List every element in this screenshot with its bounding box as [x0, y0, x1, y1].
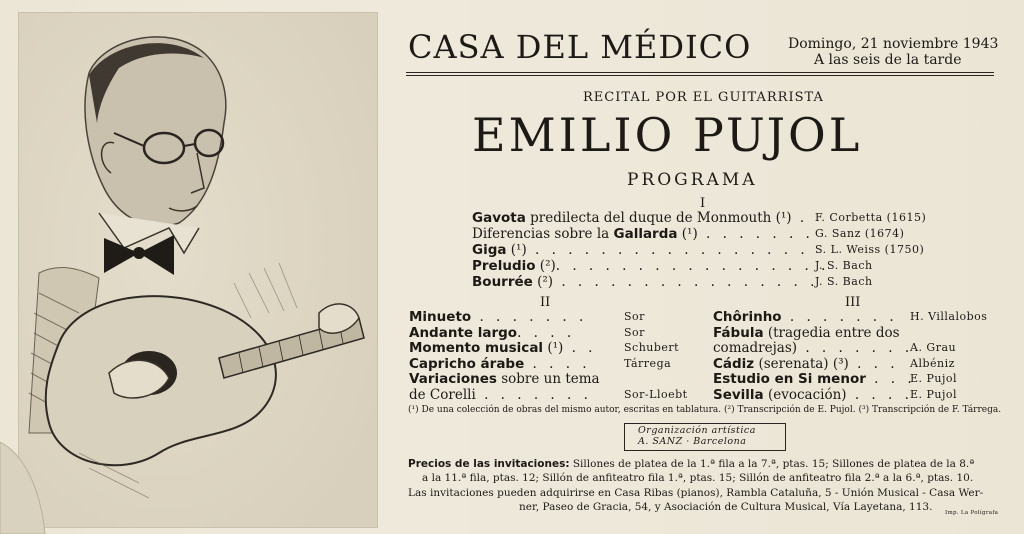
item-composer: S. L. Weiss (1750) — [815, 243, 925, 256]
item-dots: . . . . . . . . . . . . . . . . . — [555, 258, 830, 274]
item-bold: Variaciones — [409, 371, 497, 387]
item-bold: Capricho árabe — [409, 355, 525, 372]
item-bold: Minueto — [409, 309, 472, 325]
programme-item — [713, 309, 898, 325]
item-dots: . . . . . . . . . . . . . . . . — [553, 274, 819, 290]
item-composer: Tárrega — [624, 356, 672, 370]
prices-line-3: Las invitaciones pueden adquirirse en Casa Ribas (pianos), Rambla Cataluña, 5 - Unión Musical - Casa Wer- — [408, 487, 984, 499]
item-dots: . . . . — [524, 355, 591, 372]
part1-numeral: I — [700, 196, 706, 211]
programme-item — [409, 387, 592, 403]
item-rest: (¹) — [677, 226, 698, 242]
item-bold: Preludio — [472, 258, 536, 274]
item-composer: Albéniz — [910, 356, 955, 370]
item-pre: de Corelli — [409, 386, 476, 403]
programme-item — [472, 226, 814, 242]
item-dots: . . . . . . . — [697, 226, 814, 242]
programme-item — [713, 387, 913, 403]
printer-imprint: Imp. La Polígrafa — [945, 510, 999, 516]
item-rest: (²) — [535, 258, 556, 274]
programme-heading: PROGRAMA — [627, 170, 758, 190]
item-bold: Gallarda — [613, 226, 678, 242]
artist-name: EMILIO PUJOL — [472, 108, 863, 162]
item-composer: Schubert — [624, 341, 680, 354]
item-dots: . . . — [848, 355, 899, 372]
item-composer: G. Sanz (1674) — [815, 227, 905, 240]
recital-subtitle: RECITAL POR EL GUITARRISTA — [583, 90, 824, 105]
programme-item — [409, 340, 596, 356]
item-dots: . . . . . . . — [471, 309, 588, 325]
organization-label: Organización artística — [638, 425, 756, 436]
programme-item — [472, 210, 808, 226]
item-dots: . — [791, 210, 809, 226]
portrait-drawing — [18, 12, 378, 528]
item-bold: Fábula — [713, 324, 764, 341]
item-composer: Sor-Lloebt — [624, 387, 688, 401]
item-dots: . . . . — [517, 324, 576, 341]
item-rest: (tragedia entre dos — [763, 324, 900, 341]
prices-label: Precios de las invitaciones: — [408, 458, 570, 470]
event-time: A las seis de la tarde — [814, 52, 962, 68]
programme-item — [472, 274, 818, 290]
item-bold: Cádiz — [713, 355, 755, 372]
prices-text-1: Sillones de platea de la 1.ª fila a la 7.ª, ptas. 15; Sillones de platea de la 8.ª — [569, 458, 975, 470]
item-bold: Gavota — [472, 210, 526, 226]
item-dots: . . . . — [846, 386, 913, 403]
organization-name: A. SANZ · Barcelona — [638, 436, 747, 447]
item-dots: . . . . . . . — [781, 309, 898, 325]
header-rule-2 — [406, 75, 994, 76]
item-bold: Momento musical — [409, 340, 544, 356]
header-rule — [406, 72, 994, 73]
programme-item — [409, 356, 591, 372]
programme-item — [713, 371, 916, 387]
programme-item — [409, 325, 575, 341]
item-composer: F. Corbetta (1615) — [815, 211, 927, 224]
item-dots: . . . — [865, 371, 916, 387]
programme-item — [409, 309, 587, 325]
item-rest: sobre un tema — [496, 371, 600, 387]
item-rest: (serenata) (³) — [754, 355, 849, 372]
part2-numeral: II — [540, 295, 551, 310]
item-pre: comadrejas) — [713, 340, 798, 356]
part3-numeral: III — [845, 295, 861, 310]
prices-line-2: a la 11.ª fila, ptas. 12; Sillón de anfiteatro fila 1.ª, ptas. 15; Sillón de anfiteatro fila 2.ª a la 6.ª, ptas. 10. — [422, 472, 974, 484]
item-composer: J. S. Bach — [815, 275, 873, 288]
item-bold: Chôrinho — [713, 309, 782, 325]
event-date: Domingo, 21 noviembre 1943 — [788, 36, 999, 52]
programme-item — [713, 340, 913, 356]
item-bold: Giga — [472, 242, 507, 258]
item-composer: J. S. Bach — [815, 259, 873, 272]
item-dots: . . . . . . . — [797, 340, 914, 356]
item-composer: E. Pujol — [910, 372, 958, 385]
item-bold: Bourrée — [472, 274, 533, 290]
item-dots: . . . . . . . — [475, 386, 592, 403]
item-rest: predilecta del duque de Monmouth (¹) — [525, 210, 792, 226]
item-composer: Sor — [624, 310, 645, 323]
item-rest: (evocación) — [763, 386, 847, 403]
item-dots: . . — [563, 340, 597, 356]
item-composer: E. Pujol — [910, 387, 958, 401]
item-bold: Andante largo — [409, 324, 518, 341]
venue-name: CASA DEL MÉDICO — [408, 28, 752, 66]
item-composer: A. Grau — [910, 341, 957, 354]
programme-item — [472, 242, 809, 258]
item-composer: H. Villalobos — [910, 310, 988, 323]
item-composer: Sor — [624, 325, 645, 339]
prices-line-1 — [408, 458, 974, 470]
programme-item — [713, 356, 899, 372]
item-rest: (¹) — [506, 242, 527, 258]
programme-item — [713, 325, 900, 341]
footnotes: (¹) De una colección de obras del mismo autor, escritas en tablatura. (²) Transcripción de E. Pujol. (³) Transcripción de F. Tárrega. — [408, 405, 1002, 415]
item-pre: Diferencias sobre la — [472, 226, 614, 242]
item-bold: Estudio en Si menor — [713, 371, 866, 387]
programme-item — [409, 371, 600, 387]
item-rest: (²) — [532, 274, 554, 290]
guitarist-sketch — [19, 13, 377, 527]
programme-item — [472, 258, 829, 274]
item-dots: . . . . . . . . . . . . . . . . . — [526, 242, 809, 258]
prices-line-4: ner, Paseo de Gracia, 54, y Asociación de Cultura Musical, Vía Layetana, 113. — [519, 501, 933, 513]
item-bold: Sevilla — [713, 386, 764, 403]
page-curl — [0, 442, 60, 534]
item-rest: (¹) — [543, 340, 564, 356]
